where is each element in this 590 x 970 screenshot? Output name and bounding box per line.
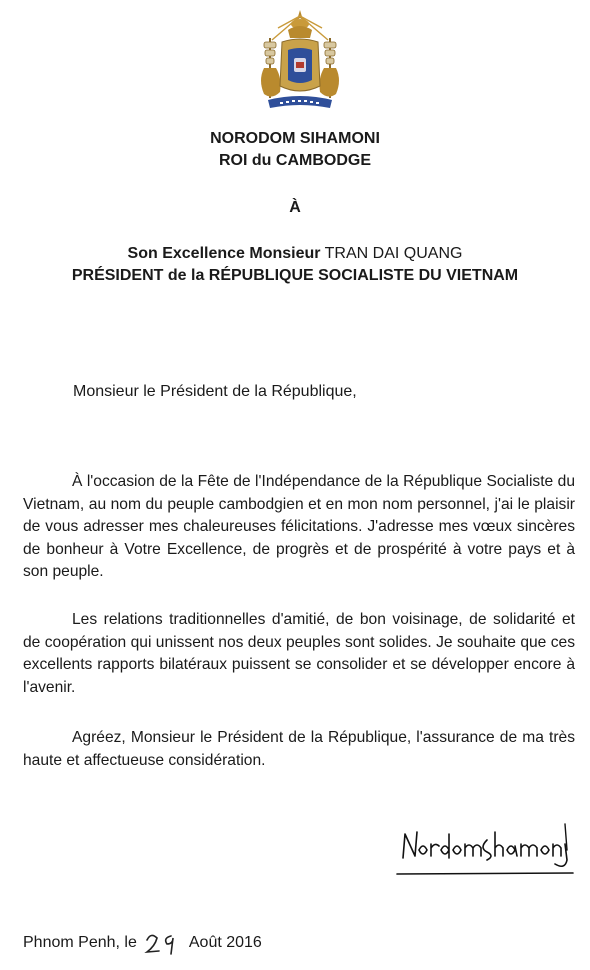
body-paragraph-2: Les relations traditionnelles d'amitié, de bon voisinage, de solidarité et de coopération qui unissent nos deux peuples sont solides. Je souhaite que ces excellents rapports bilatéraux puissent se consolider et se développer encore à l'avenir. bbox=[23, 611, 575, 696]
sender-name: NORODOM SIHAMONI bbox=[210, 130, 380, 147]
addressed-to-marker: À bbox=[289, 199, 301, 216]
recipient-name: TRAN DAI QUANG bbox=[324, 245, 463, 262]
place-date-month-year: Août 2016 bbox=[188, 934, 262, 952]
body-paragraph-1: À l'occasion de la Fête de l'Indépendance de la République Socialiste du Vietnam, au nom du peuple cambodgien et en mon nom personnel, j'ai le plaisir de vous adresser mes chaleureuses félicitations. J'adresse mes vœux sincères de bonheur à Votre Excellence, de progrès et de prospérité à votre pays et à son peuple. bbox=[23, 473, 575, 580]
recipient-block bbox=[0, 243, 590, 287]
recipient-line-1 bbox=[0, 243, 590, 265]
recipient-honorific: Son Excellence Monsieur bbox=[127, 245, 321, 262]
salutation: Monsieur le Président de la République, bbox=[73, 383, 357, 400]
place-and-date bbox=[23, 930, 262, 956]
handwritten-day bbox=[141, 930, 185, 956]
royal-coat-of-arms-svg bbox=[250, 8, 350, 116]
royal-coat-of-arms-icon bbox=[250, 8, 350, 116]
body-paragraph-3: Agréez, Monsieur le Président de la République, l'assurance de ma très haute et affectueuse considération. bbox=[23, 729, 575, 769]
place-date-prefix: Phnom Penh, le bbox=[23, 934, 137, 952]
signature-drawing bbox=[395, 820, 575, 880]
handwritten-day-drawing bbox=[141, 930, 185, 956]
recipient-line-2: PRÉSIDENT de la RÉPUBLIQUE SOCIALISTE DU VIETNAM bbox=[71, 267, 519, 284]
royal-signature bbox=[395, 820, 575, 880]
sender-block bbox=[0, 128, 590, 172]
sender-title: ROI du CAMBODGE bbox=[219, 152, 371, 169]
